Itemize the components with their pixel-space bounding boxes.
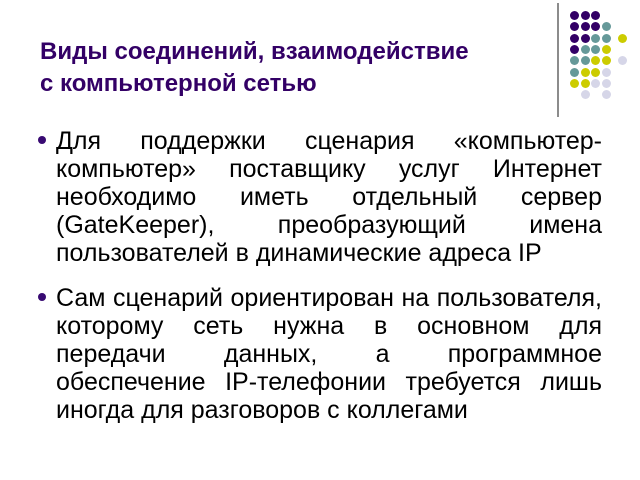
dot-icon [581, 68, 590, 77]
title-line-2: с компьютерной сетью [40, 70, 317, 97]
dot-icon [591, 68, 600, 77]
dot-icon [570, 45, 579, 54]
bullet-marker-icon [38, 136, 46, 144]
dot-icon [602, 90, 611, 99]
dot-icon [570, 79, 579, 88]
dot-icon [570, 11, 579, 20]
bullet-marker-icon [38, 293, 46, 301]
bullet-text-1: Для поддержки сценария «компьютер-компьютер» поставщику услуг Интернет необходимо иметь отдельный сервер (GateKeeper), преобразующий имена пользователей в динамические адреса IP [56, 127, 602, 267]
dot-icon [570, 56, 579, 65]
dot-icon [602, 68, 611, 77]
dot-icon [618, 34, 627, 43]
dot-icon [602, 34, 611, 43]
bullet-list [36, 127, 602, 441]
dot-icon [581, 22, 590, 31]
dot-icon [591, 11, 600, 20]
dot-icon [570, 34, 579, 43]
dot-icon [591, 22, 600, 31]
dot-icon [591, 34, 600, 43]
dot-icon [602, 56, 611, 65]
dot-icon [581, 45, 590, 54]
dot-icon [581, 79, 590, 88]
dot-icon [602, 22, 611, 31]
bullet-text-2: Сам сценарий ориентирован на пользователя, которому сеть нужна в основном для передачи данных, а программное обеспечение IP-телефонии требуется лишь иногда для разговоров с коллегами [56, 284, 602, 424]
dot-icon [591, 45, 600, 54]
dot-icon [581, 56, 590, 65]
dot-icon [581, 34, 590, 43]
dot-icon [618, 56, 627, 65]
dot-icon [570, 68, 579, 77]
dot-icon [602, 79, 611, 88]
dot-icon [581, 11, 590, 20]
bullet-item-1 [36, 127, 602, 267]
dot-icon [591, 56, 600, 65]
title-line-1: Виды соединений, взаимодействие [40, 38, 469, 65]
dot-icon [570, 22, 579, 31]
dot-icon [591, 79, 600, 88]
dot-icon [602, 45, 611, 54]
dots-decoration-icon [0, 0, 640, 130]
dot-icon [581, 90, 590, 99]
bullet-item-2 [36, 284, 602, 424]
